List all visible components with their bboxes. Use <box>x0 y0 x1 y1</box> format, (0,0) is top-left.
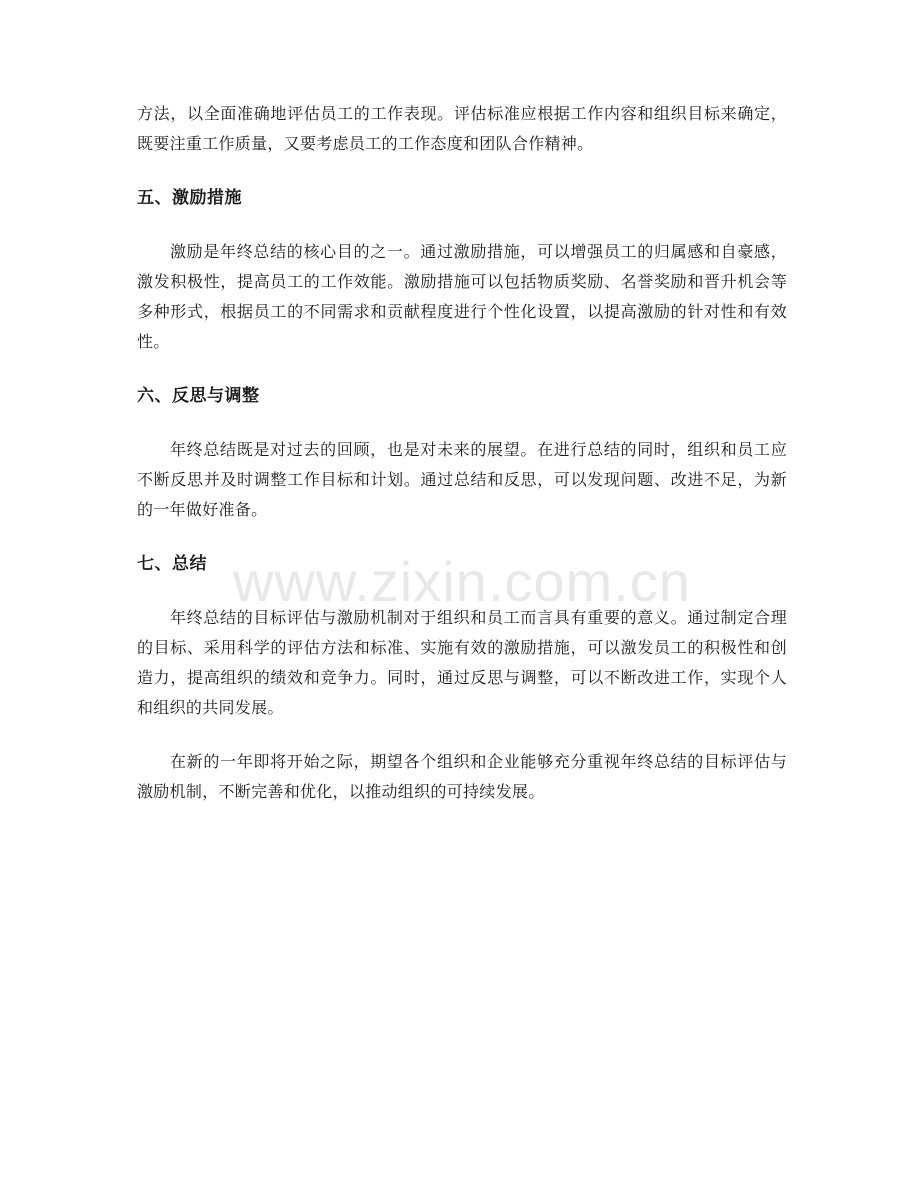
intro-paragraph: 方法，以全面准确地评估员工的工作表现。评估标准应根据工作内容和组织目标来确定，既要注重工作质量，又要考虑员工的工作态度和团队合作精神。 <box>137 104 787 153</box>
section-paragraph-summary-2: 在新的一年即将开始之际，期望各个组织和企业能够充分重视年终总结的目标评估与激励机制，不断完善和优化，以推动组织的可持续发展。 <box>137 752 787 801</box>
section-paragraph-incentives: 激励是年终总结的核心目的之一。通过激励措施，可以增强员工的归属感和自豪感，激发积极性，提高员工的工作效能。激励措施可以包括物质奖励、名誉奖励和晋升机会等多种形式，根据员工的不同需求和贡献程度进行个性化设置，以提高激励的针对性和有效性。 <box>137 242 787 351</box>
section-paragraph-reflection: 年终总结既是对过去的回顾，也是对未来的展望。在进行总结的同时，组织和员工应不断反思并及时调整工作目标和计划。通过总结和反思，可以发现问题、改进不足，为新的一年做好准备。 <box>137 440 787 519</box>
section-heading-summary: 七、总结 <box>137 554 207 574</box>
section-paragraph-summary-1: 年终总结的目标评估与激励机制对于组织和员工而言具有重要的意义。通过制定合理的目标、采用科学的评估方法和标准、实施有效的激励措施，可以激发员工的积极性和创造力，提高组织的绩效和竞争力。同时，通过反思与调整，可以不断改进工作，实现个人和组织的共同发展。 <box>137 608 787 717</box>
section-heading-incentives: 五、激励措施 <box>137 188 242 208</box>
watermark: www.zixin.com.cn <box>233 550 691 613</box>
document-body <box>137 99 787 831</box>
section-heading-reflection: 六、反思与调整 <box>137 386 260 406</box>
